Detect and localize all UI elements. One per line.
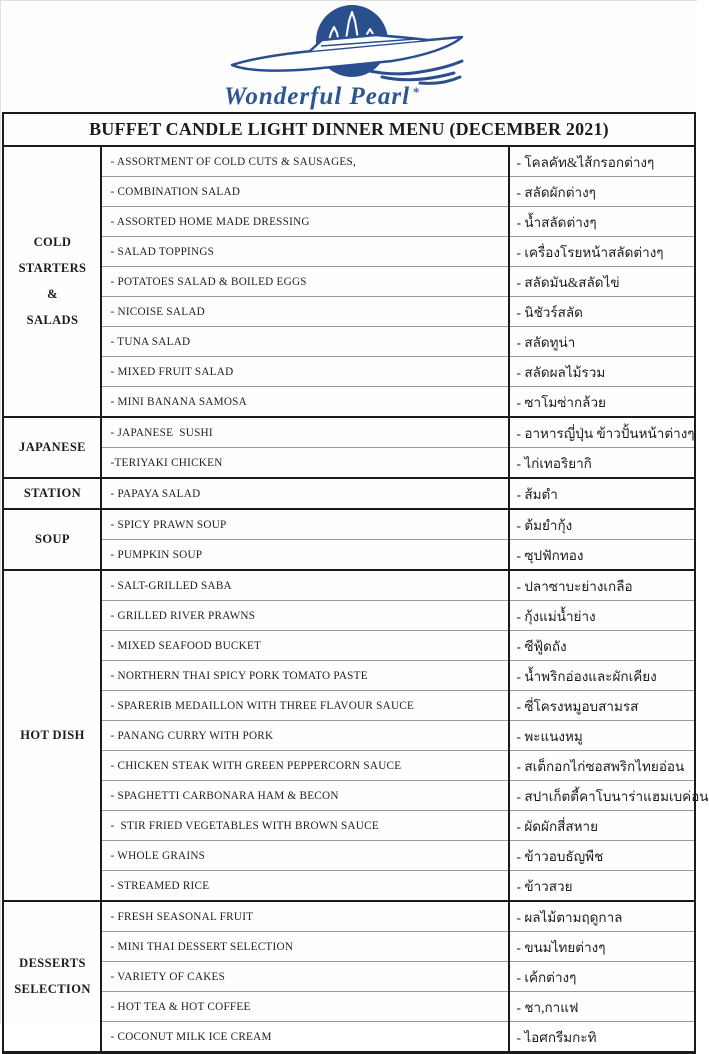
section-label-line: STARTERS <box>18 261 87 275</box>
brand-name-line <box>224 84 474 109</box>
menu-row <box>3 932 694 962</box>
section-label-cold-starters-salads <box>3 146 101 417</box>
dish-en: - SALAD TOPPINGS <box>101 237 509 267</box>
menu-title: BUFFET CANDLE LIGHT DINNER MENU (DECEMBER 2021) <box>3 113 694 146</box>
section-label-hot-dish <box>3 570 101 901</box>
dish-th: - เค้กต่างๆ <box>509 962 694 992</box>
dish-en: - GRILLED RIVER PRAWNS <box>101 601 509 631</box>
dish-en: - MIXED SEAFOOD BUCKET <box>101 631 509 661</box>
menu-row <box>3 962 694 992</box>
dish-th: - ข้าวสวย <box>509 871 694 902</box>
section-label-desserts-selection <box>3 901 101 1053</box>
dish-th: - ส้มตำ <box>509 478 694 509</box>
menu-table <box>2 112 709 1054</box>
menu-row <box>3 448 694 479</box>
section-label-line: JAPANESE <box>19 440 86 454</box>
dish-th: - ผัดผักสี่สหาย <box>509 811 694 841</box>
dish-en: - ASSORTMENT OF COLD CUTS & SAUSAGES, <box>101 146 509 177</box>
dish-th: - เครื่องโรยหน้าสลัดต่างๆ <box>509 237 694 267</box>
section-label-line: STATION <box>23 486 82 500</box>
wonderful-pearl-logo <box>224 3 474 109</box>
dish-en: - MINI THAI DESSERT SELECTION <box>101 932 509 962</box>
dish-en: - POTATOES SALAD & BOILED EGGS <box>101 267 509 297</box>
dish-en: -TERIYAKI CHICKEN <box>101 448 509 479</box>
menu-row <box>3 601 694 631</box>
dish-th: - ต้มยำกุ้ง <box>509 509 694 540</box>
dish-th: - นิชัวร์สลัด <box>509 297 694 327</box>
dish-th: - ผลไม้ตามฤดูกาล <box>509 901 694 932</box>
dish-en: - PANANG CURRY WITH PORK <box>101 721 509 751</box>
menu-row <box>3 417 694 448</box>
dish-th: - ไอศกรีมกะทิ <box>509 1022 694 1053</box>
dish-en: - STIR FRIED VEGETABLES WITH BROWN SAUCE <box>101 811 509 841</box>
menu-row <box>3 357 694 387</box>
menu-row <box>3 781 694 811</box>
menu-row <box>3 841 694 871</box>
dish-th: - กุ้งแม่น้ำย่าง <box>509 601 694 631</box>
menu-row <box>3 540 694 571</box>
dish-th: - ข้าวอบธัญพืช <box>509 841 694 871</box>
dish-en: - VARIETY OF CAKES <box>101 962 509 992</box>
menu-row <box>3 177 694 207</box>
dish-en: - MINI BANANA SAMOSA <box>101 387 509 418</box>
section-label-soup <box>3 509 101 570</box>
menu-row <box>3 992 694 1022</box>
dish-th: - สลัดทูน่า <box>509 327 694 357</box>
dish-th: - ซี่โครงหมูอบสามรส <box>509 691 694 721</box>
section-label-line: & <box>47 287 58 301</box>
dish-en: - TUNA SALAD <box>101 327 509 357</box>
dish-th: - ชา,กาแฟ <box>509 992 694 1022</box>
menu-row <box>3 1022 694 1053</box>
dish-th: - พะแนงหมู <box>509 721 694 751</box>
dish-en: - WHOLE GRAINS <box>101 841 509 871</box>
menu-row <box>3 751 694 781</box>
dish-th: - ซาโมซ่ากล้วย <box>509 387 694 418</box>
menu-row <box>3 297 694 327</box>
pearl-sparkle-icon: ∗ <box>412 83 422 97</box>
section-label-line: COLD <box>33 235 72 249</box>
section-label-line: SOUP <box>35 532 70 546</box>
menu-row <box>3 146 694 177</box>
dish-th: - สเต็กอกไก่ซอสพริกไทยอ่อน <box>509 751 694 781</box>
menu-row <box>3 387 694 418</box>
dish-th: - สลัดผักต่างๆ <box>509 177 694 207</box>
menu-row <box>3 901 694 932</box>
dish-th: - สปาเก็ตตี้คาโบนาร่าแฮมเบค่อน <box>509 781 694 811</box>
dish-th: - สลัดผลไม้รวม <box>509 357 694 387</box>
section-label-station <box>3 478 101 509</box>
menu-row <box>3 327 694 357</box>
dish-en: - COMBINATION SALAD <box>101 177 509 207</box>
menu-row <box>3 871 694 902</box>
dish-th: - ไก่เทอริยากิ <box>509 448 694 479</box>
menu-row <box>3 721 694 751</box>
menu-row <box>3 661 694 691</box>
dish-th: - ซีฟู้ดถัง <box>509 631 694 661</box>
dish-en: - MIXED FRUIT SALAD <box>101 357 509 387</box>
menu-row <box>3 237 694 267</box>
dish-th: - สลัดมัน&สลัดไข่ <box>509 267 694 297</box>
menu-row <box>3 207 694 237</box>
dish-en: - SALT-GRILLED SABA <box>101 570 509 601</box>
dish-en: - STREAMED RICE <box>101 871 509 902</box>
menu-row <box>3 631 694 661</box>
dish-en: - COCONUT MILK ICE CREAM <box>101 1022 509 1053</box>
dish-th: - ซุปฟักทอง <box>509 540 694 571</box>
dish-en: - PUMPKIN SOUP <box>101 540 509 571</box>
menu-row <box>3 811 694 841</box>
dish-th: - อาหารญี่ปุ่น ข้าวปั้นหน้าต่างๆ <box>509 417 694 448</box>
dish-en: - FRESH SEASONAL FRUIT <box>101 901 509 932</box>
dish-th: - น้ำสลัดต่างๆ <box>509 207 694 237</box>
boat-logo-icon <box>224 3 474 85</box>
menu-row <box>3 478 694 509</box>
dish-en: - SPARERIB MEDAILLON WITH THREE FLAVOUR SAUCE <box>101 691 509 721</box>
brand-name: Wonderful Pearl <box>224 83 411 110</box>
section-label-line: SALADS <box>26 313 79 327</box>
dish-en: - NICOISE SALAD <box>101 297 509 327</box>
dish-en: - SPAGHETTI CARBONARA HAM & BECON <box>101 781 509 811</box>
menu-row <box>3 267 694 297</box>
dish-en: - HOT TEA & HOT COFFEE <box>101 992 509 1022</box>
section-label-japanese <box>3 417 101 478</box>
dish-en: - CHICKEN STEAK WITH GREEN PEPPERCORN SAUCE <box>101 751 509 781</box>
dish-en: - PAPAYA SALAD <box>101 478 509 509</box>
dish-en: - ASSORTED HOME MADE DRESSING <box>101 207 509 237</box>
section-label-line: HOT DISH <box>20 728 85 742</box>
title-row <box>3 113 694 146</box>
dish-th: - ขนมไทยต่างๆ <box>509 932 694 962</box>
logo-area <box>1 1 697 112</box>
dish-th: - โคลคัท&ไส้กรอกต่างๆ <box>509 146 694 177</box>
section-label-line: DESSERTS <box>19 956 86 970</box>
dish-en: - JAPANESE SUSHI <box>101 417 509 448</box>
dish-th: - น้ำพริกอ่องและผักเคียง <box>509 661 694 691</box>
menu-row <box>3 570 694 601</box>
dish-en: - SPICY PRAWN SOUP <box>101 509 509 540</box>
section-label-line: SELECTION <box>14 982 91 996</box>
dish-th: - ปลาซาบะย่างเกลือ <box>509 570 694 601</box>
dish-en: - NORTHERN THAI SPICY PORK TOMATO PASTE <box>101 661 509 691</box>
menu-row <box>3 691 694 721</box>
menu-row <box>3 509 694 540</box>
